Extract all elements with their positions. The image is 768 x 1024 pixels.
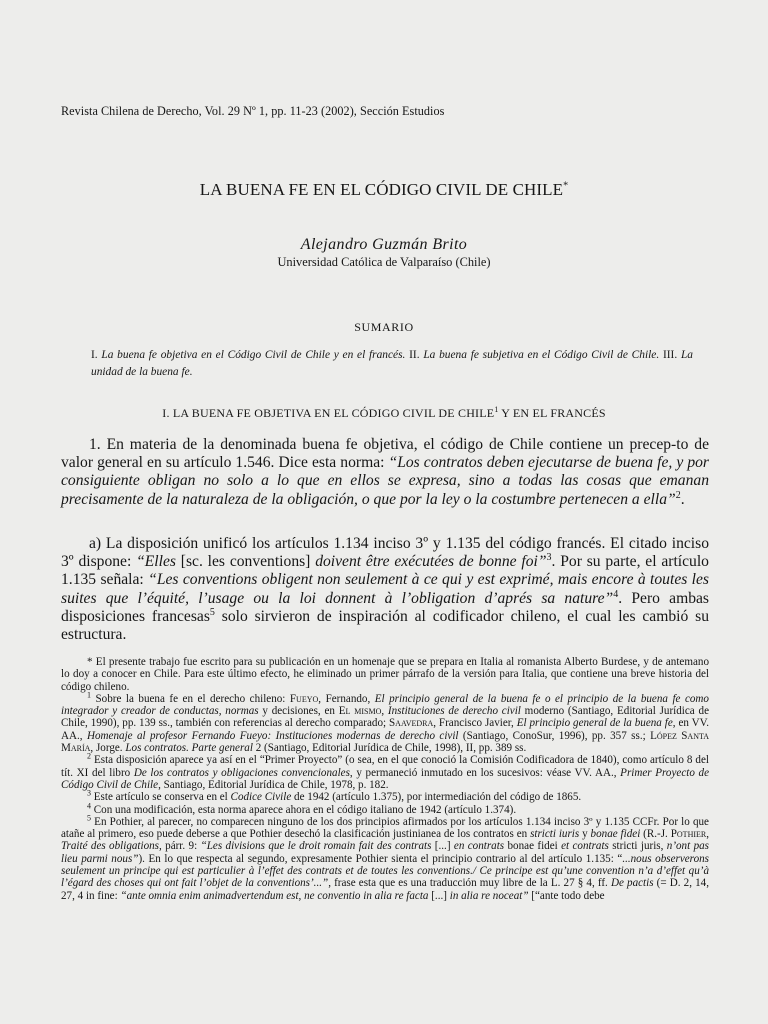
paragraph-1 <box>61 436 709 509</box>
fn5-v: “ante omnia enim animadvertendum est, ne conventio in alia re facta <box>120 889 429 902</box>
footnote-1 <box>61 690 710 755</box>
fn5-b: stricti iuris <box>530 828 580 841</box>
summary-item-3: La unidad de la buena fe. <box>91 349 693 378</box>
fn5-d: bonae fidei <box>590 828 641 841</box>
p2-footnote-mark-3: 3 <box>546 552 552 564</box>
footnote-1-mark: 1 <box>87 690 91 700</box>
p1-end: . <box>680 490 685 508</box>
fn1-d: El principio general de la buena fe o el principio de la buena fe como integrador y creador de conductas, normas <box>61 692 709 718</box>
footnote-star-text: El presente trabajo fue escrito para su publicación en un homenaje que se prepara en Italia al romanista Alberto Burdese, y de antemano lo doy a conocer en Chile. Para este último efecto, he eliminado un primer párrafo de la versión para Italia, que contiene una breve historia del código chileno. <box>61 656 709 693</box>
title-text: LA BUENA FE EN EL CÓDIGO CIVIL DE CHILE <box>199 180 564 199</box>
summary-list <box>91 347 693 381</box>
fn5-u: (= D. 2, 14, 27, 4 in fine: <box>61 877 709 902</box>
fn5-a: En Pothier, al parecer, no comparecen ninguno de los dos principios afirmados por los artículos 1.134 inciso 3º y 1.135 CCFr. Por lo que atañe al primero, eso puede deberse a que Pothier desechó la clasificación justinianea de los contratos en <box>61 815 709 841</box>
p2-quote-2: doivent être exécutées de bonne foi” <box>315 553 547 571</box>
fn5-w: [...] <box>428 889 450 902</box>
summary-item-1-num: I. <box>91 349 98 361</box>
fn5-f: Pothier <box>670 828 707 841</box>
fn4-a: Con una modificación, esta norma aparece ahora en el código italiano de 1942 (artículo 1.374). <box>91 803 517 816</box>
p2-text-a: a) La disposición unificó los artículos 1.134 inciso 3º y 1.135 del código francés. El citado inciso 3º dispone: <box>61 535 709 571</box>
fn1-m: , en VV. AA., <box>61 717 709 742</box>
summary-item-2: La buena fe subjetiva en el Código Civil de Chile. <box>423 349 660 361</box>
fn1-o: (Santiago, ConoSur, 1996), pp. 357 ss.; <box>458 729 651 742</box>
fn1-a: Sobre la buena fe en el derecho chileno: <box>91 692 290 705</box>
fn5-t: De pactis <box>610 877 654 890</box>
fn5-q: ). En lo que respecta al segundo, expresamente Pothier sienta el principio contrario al del artículo 1.135: “ <box>138 852 623 865</box>
fn1-q: , Jorge. <box>90 742 126 755</box>
fn5-l: en contrats <box>453 840 505 853</box>
p1-text: 1. En materia de la denominada buena fe objetiva, el código de Chile contiene un precep-to de valor general en su artículo 1.546. Dice esta norma: <box>61 436 709 472</box>
p2-text-c: . Por su parte, el artículo 1.135 señala: <box>61 553 709 589</box>
fn5-p: n’ont pas lieu parmi nous” <box>61 840 709 865</box>
p1-footnote-mark: 2 <box>675 489 681 501</box>
fn1-f: El mismo <box>338 705 382 718</box>
fn1-r: Los contratos. Parte general <box>125 742 253 755</box>
fn2-e: , Santiago, Editorial Jurídica de Chile, 1978, p. 182. <box>158 778 389 791</box>
fn5-c: y <box>579 828 591 841</box>
fn1-k: , Francisco Javier, <box>433 717 517 730</box>
summary-item-3-num: III. <box>662 349 678 361</box>
fn5-o: stricti juris, <box>608 840 667 853</box>
fn1-l: El principio general de la buena fe <box>516 717 673 730</box>
p2-footnote-mark-5: 5 <box>209 606 215 618</box>
fn2-d: Primer Proyecto de Código Civil de Chile <box>61 766 710 791</box>
fn1-j: Saavedra <box>389 717 434 730</box>
section-heading-text: I. LA BUENA FE OBJETIVA EN EL CÓDIGO CIVIL DE CHILE <box>162 406 495 420</box>
section-heading <box>0 405 768 421</box>
fn1-h: Instituciones de derecho civil <box>387 705 521 718</box>
p2-quote-1: “Elles <box>136 553 176 571</box>
footnote-5 <box>61 813 710 902</box>
journal-citation: Revista Chilena de Derecho, Vol. 29 Nº 1, pp. 11-23 (2002), Sección Estudios <box>61 104 445 118</box>
footnote-4-mark: 4 <box>87 800 91 810</box>
title-footnote-mark: * <box>563 180 569 192</box>
fn1-n: Homenaje al profesor Fernando Fueyo: Instituciones modernas de derecho civil <box>86 729 459 742</box>
author-affiliation: Universidad Católica de Valparaíso (Chile) <box>277 255 491 269</box>
fn5-j: “Les divisions que le droit romain fait des contrats <box>200 840 432 853</box>
fn5-i: párr. 9: <box>161 840 201 853</box>
p2-footnote-mark-4: 4 <box>613 588 619 600</box>
summary-heading: SUMARIO <box>354 320 414 334</box>
author-name: Alejandro Guzmán Brito <box>300 236 468 253</box>
section-footnote-mark: 1 <box>494 405 499 414</box>
footnote-3-mark: 3 <box>87 788 91 798</box>
p2-text-d: . Pero ambas disposiciones francesas <box>61 589 709 625</box>
footnotes <box>61 656 709 902</box>
fn5-h: Traité des obligations, <box>61 840 162 853</box>
footnote-2-mark: 2 <box>87 751 91 761</box>
fn3-c: de 1942 (artículo 1.375), por intermediación del código de 1865. <box>291 791 582 804</box>
p2-quote-3: “Les conventions obligent non seulement à ce qui y est exprimé, mais encore à toutes les suites que l’équité, l’usage ou la loi donnent à l’obligation d’aprés sa nature” <box>61 571 709 607</box>
p2-text-e: solo sirvieron de inspiración al codificador chileno, el cual les cambió su estructura. <box>61 607 710 644</box>
fn5-y: [“ante todo debe <box>528 889 605 902</box>
fn5-x: in alia re noceat” <box>449 889 529 902</box>
fn5-g: , <box>706 828 710 841</box>
paragraph-2 <box>61 535 709 644</box>
fn1-p: López Santa María <box>61 729 710 755</box>
p2-text-b: [sc. les conventions] <box>175 553 316 571</box>
fn5-e: (R.-J. <box>640 828 671 841</box>
summary-item-2-num: II. <box>409 349 420 361</box>
fn5-m: bonae fidei <box>504 840 562 853</box>
article-title <box>0 180 768 200</box>
footnote-3 <box>61 788 709 804</box>
fn5-s: , frase esta que es una traducción muy libre de la L. 27 § 4, ff. <box>328 877 611 890</box>
section-heading-text-end: Y EN EL FRANCÉS <box>498 406 606 420</box>
footnote-2 <box>61 751 710 791</box>
footnote-star <box>61 656 709 693</box>
fn5-n: et contrats <box>561 840 609 853</box>
fn3-a: Este artículo se conserva en el <box>91 791 231 804</box>
fn1-e: y decisiones, en <box>258 705 339 718</box>
fn3-b: Codice Civile <box>230 791 292 804</box>
fn5-k: [...] <box>431 840 454 853</box>
fn1-s: 2 (Santiago, Editorial Jurídica de Chile, 1998), II, pp. 389 ss. <box>252 742 527 755</box>
fn2-b: De los contratos y obligaciones convencionales <box>133 766 350 779</box>
p1-quote: “Los contratos deben ejecutarse de buena fe, y por consiguiente obligan no solo a lo que en ellos se expresa, sino a todas las cosas que emanan precisamente de la naturaleza de la obligación, o que por la ley o la costumbre pertenecen a ella” <box>61 454 709 508</box>
footnote-star-mark: * <box>87 656 93 668</box>
fn2-c: , y permaneció inmutado en los sucesivos: véase VV. AA., <box>349 766 621 779</box>
fn1-b: Fueyo <box>289 692 319 705</box>
fn2-a: Esta disposición aparece ya así en el “Primer Proyecto” (o sea, en el que conoció la Comisión Codificadora de 1840), como artículo 8 del tít. XI del libro <box>61 754 709 779</box>
fn5-r: ...nous observerons seulement un principe qui est particulier à l’effet des contrats et de toutes les conventions./ Ce principe est qu’une convention n’a d’effet qu’à l’égard des choses qui ont fait l’objet de la conventions’...” <box>61 852 709 890</box>
fn1-g: , <box>381 705 388 718</box>
footnote-5-mark: 5 <box>87 813 91 823</box>
fn1-i: moderno (Santiago, Editorial Jurídica de Chile, 1990), pp. 139 ss., también con referencias al derecho comparado; <box>61 705 709 730</box>
fn1-c: , Fernando, <box>318 692 375 705</box>
summary-item-1: La buena fe objetiva en el Código Civil de Chile y en el francés. <box>101 349 406 361</box>
footnote-4 <box>61 800 709 816</box>
